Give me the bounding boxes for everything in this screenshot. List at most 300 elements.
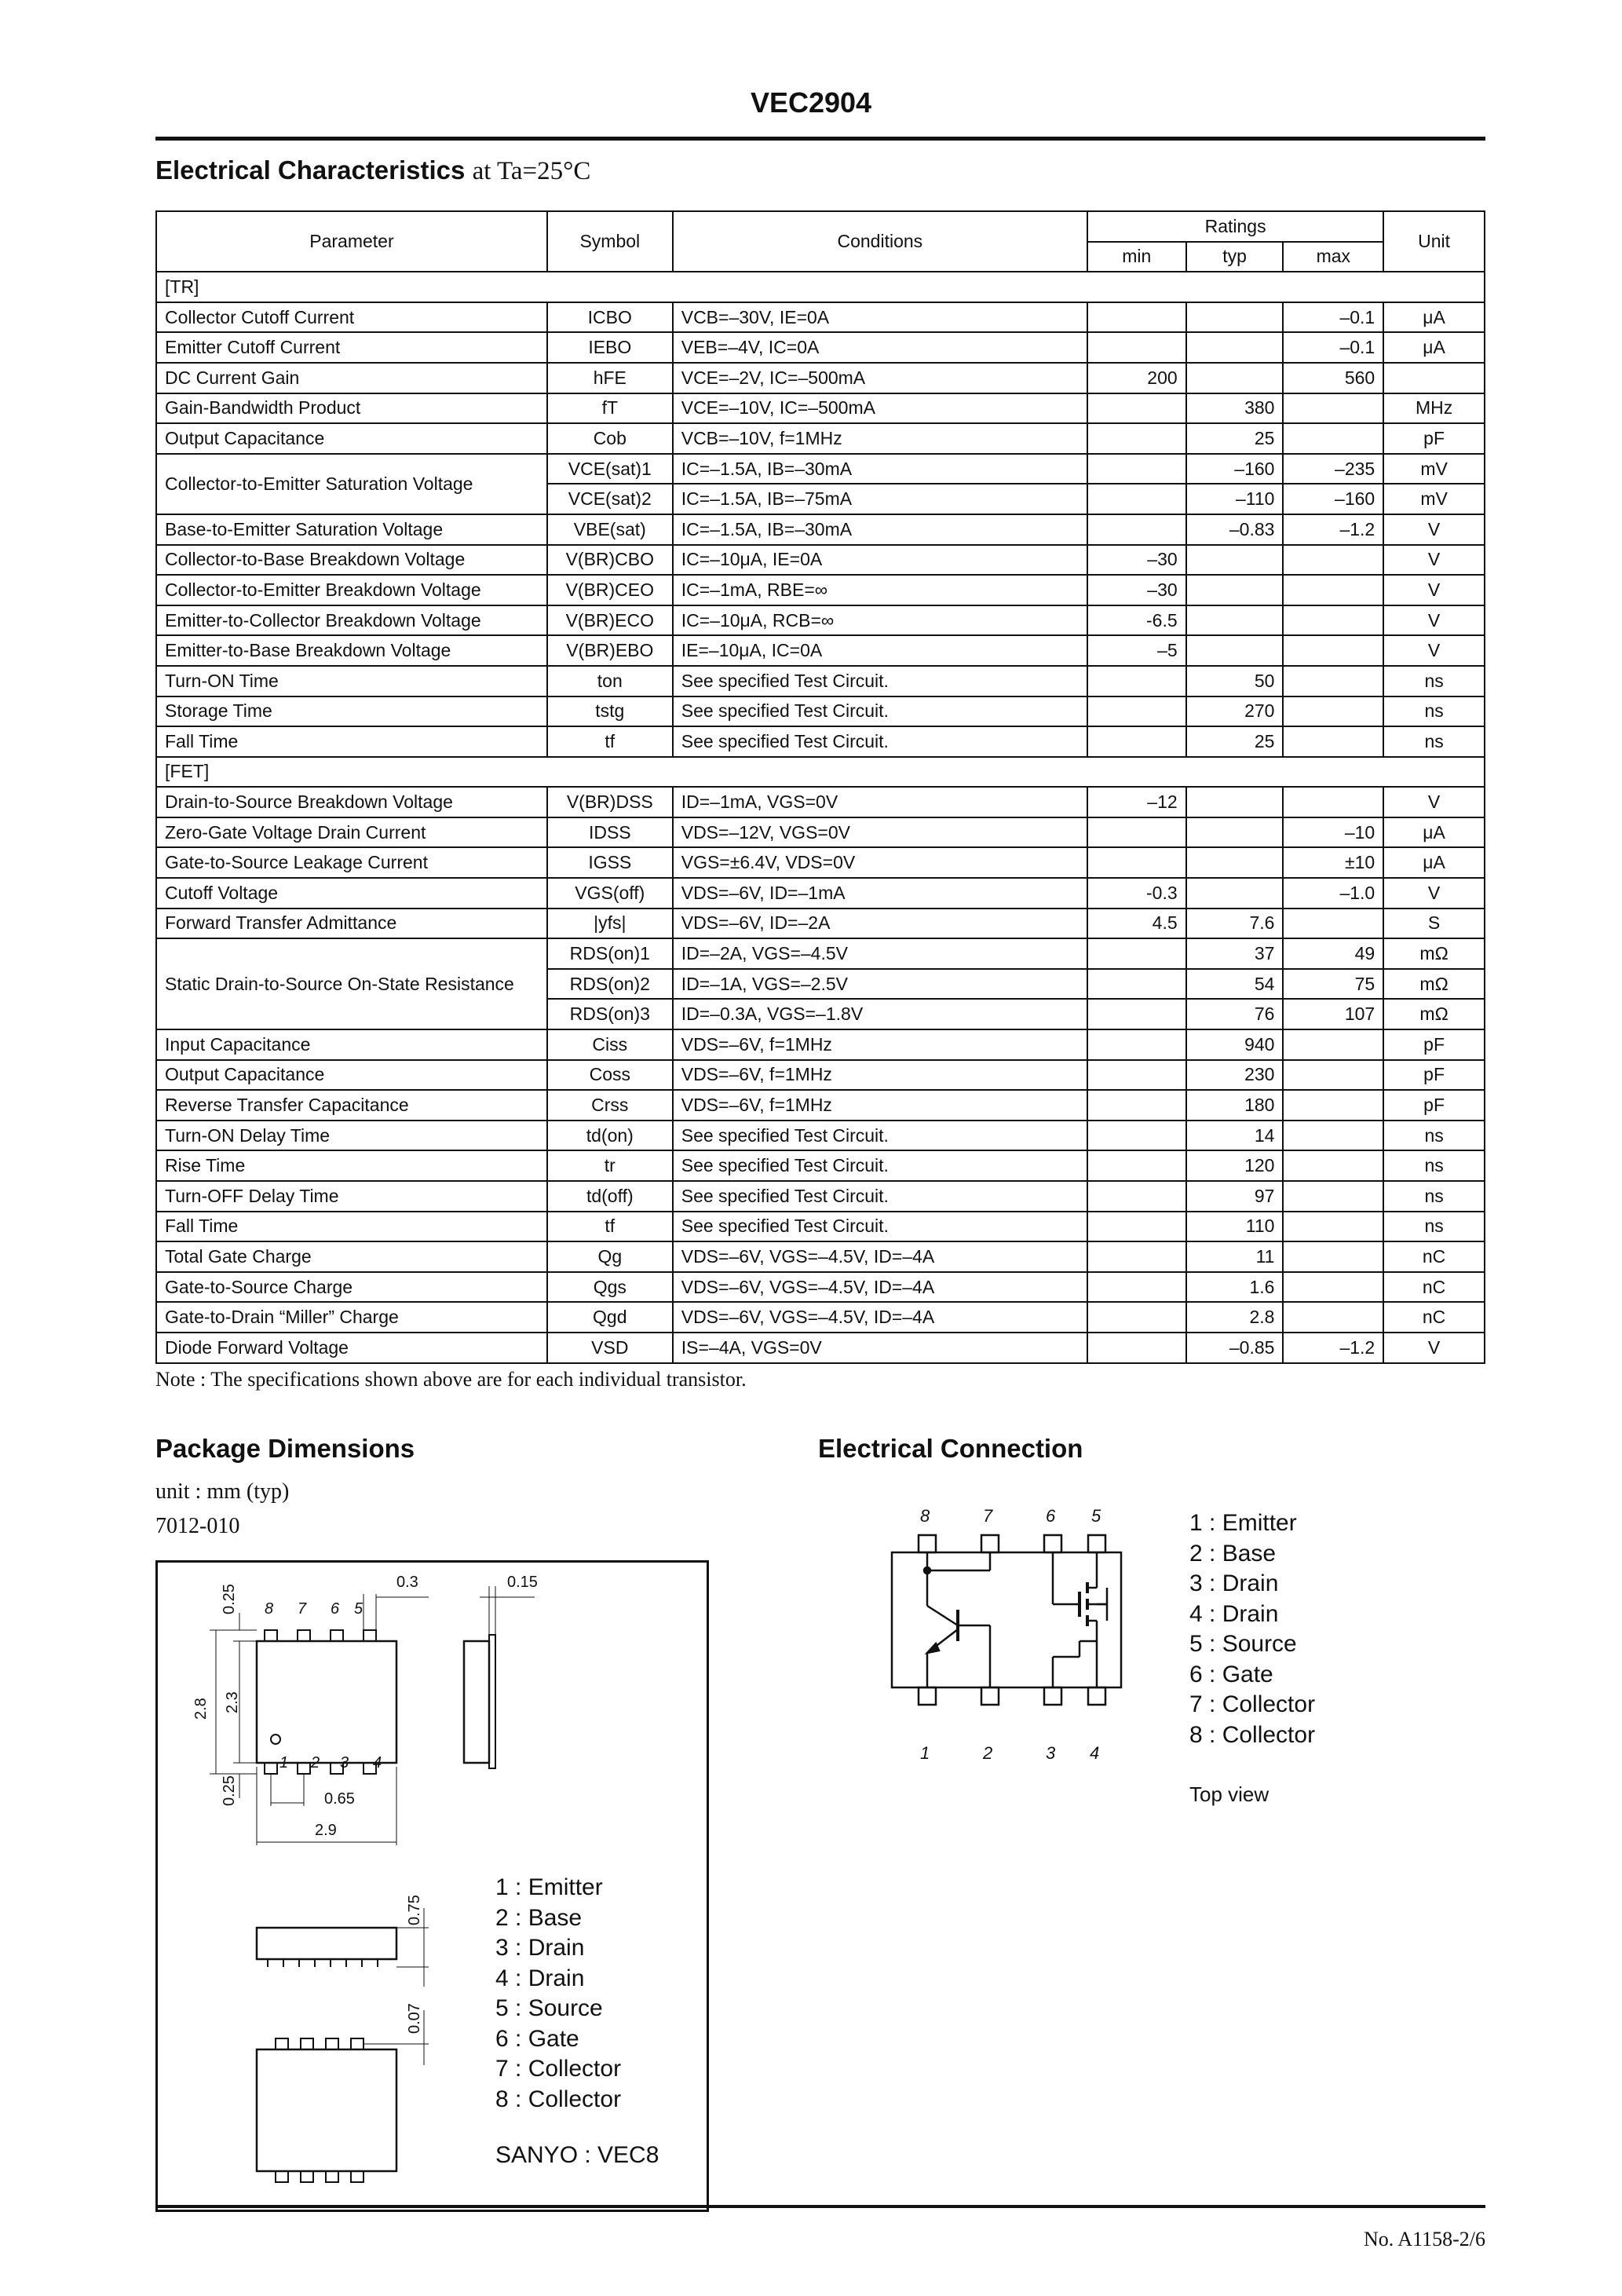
cell-parameter: Gate-to-Source Charge — [156, 1272, 547, 1303]
section-title: Electrical Characteristics — [155, 155, 466, 185]
cell-symbol: VBE(sat) — [547, 514, 673, 545]
cell-max — [1283, 423, 1383, 454]
pin-pad — [981, 1687, 999, 1705]
cell-unit: V — [1383, 878, 1485, 909]
cell-min — [1087, 1241, 1186, 1272]
connection-view-label: Top view — [1189, 1782, 1269, 1806]
cell-typ: 54 — [1186, 969, 1284, 1000]
cell-typ — [1186, 332, 1284, 363]
cell-unit: V — [1383, 1333, 1485, 1363]
header-min: min — [1087, 242, 1186, 272]
table-row — [156, 726, 1485, 757]
cell-min — [1087, 1272, 1186, 1303]
pin-label: 8 : Collector — [495, 2086, 622, 2112]
cell-min — [1087, 969, 1186, 1000]
cell-typ: 7.6 — [1186, 909, 1284, 939]
cell-typ: –0.85 — [1186, 1333, 1284, 1363]
cell-typ: –110 — [1186, 484, 1284, 514]
cell-conditions: VCB=–10V, f=1MHz — [673, 423, 1087, 454]
dim-label: 0.25 — [221, 1584, 238, 1614]
cell-conditions: IC=–1mA, RBE=∞ — [673, 575, 1087, 605]
package-bottom-view — [257, 2049, 396, 2171]
cell-symbol: fT — [547, 393, 673, 424]
dim-label: 0.07 — [406, 2003, 423, 2034]
package-drawing — [158, 1563, 707, 2210]
table-row — [156, 847, 1485, 878]
cell-parameter: Cutoff Voltage — [156, 878, 547, 909]
cell-unit: mΩ — [1383, 969, 1485, 1000]
cell-typ: –0.83 — [1186, 514, 1284, 545]
junction-dot — [924, 1567, 930, 1574]
cell-typ — [1186, 635, 1284, 666]
cell-min: –5 — [1087, 635, 1186, 666]
cell-typ: 1.6 — [1186, 1272, 1284, 1303]
group-row — [156, 272, 1485, 302]
cell-conditions: See specified Test Circuit. — [673, 1181, 1087, 1212]
pin-pad — [919, 1687, 936, 1705]
cell-typ — [1186, 363, 1284, 393]
pin-label: 5 : Source — [1189, 1631, 1297, 1657]
conn-pin-number: 5 — [1091, 1506, 1101, 1526]
cell-max — [1283, 1212, 1383, 1242]
cell-parameter: Gate-to-Drain “Miller” Charge — [156, 1302, 547, 1333]
cell-max — [1283, 1150, 1383, 1181]
cell-typ: 270 — [1186, 696, 1284, 727]
header-max: max — [1283, 242, 1383, 272]
cell-symbol: tf — [547, 726, 673, 757]
table-row — [156, 909, 1485, 939]
cell-min — [1087, 332, 1186, 363]
cell-unit: S — [1383, 909, 1485, 939]
cell-min: 4.5 — [1087, 909, 1186, 939]
cell-typ: 37 — [1186, 938, 1284, 969]
cell-max — [1283, 1090, 1383, 1121]
cell-min — [1087, 817, 1186, 848]
cell-max: 49 — [1283, 938, 1383, 969]
conn-pin-number: 6 — [1046, 1506, 1056, 1526]
cell-symbol: td(on) — [547, 1121, 673, 1151]
cell-symbol: hFE — [547, 363, 673, 393]
cell-symbol: Qgd — [547, 1302, 673, 1333]
pin-pad — [981, 1535, 999, 1552]
pkg-pin-number: 8 — [265, 1600, 274, 1618]
pin-tab — [363, 1630, 376, 1641]
footer-rule — [155, 2205, 1485, 2208]
cell-unit: μA — [1383, 302, 1485, 333]
cell-typ — [1186, 878, 1284, 909]
cell-min — [1087, 1029, 1186, 1060]
cell-conditions: IC=–1.5A, IB=–30mA — [673, 454, 1087, 484]
pkg-pin-number: 1 — [279, 1754, 289, 1771]
cell-conditions: See specified Test Circuit. — [673, 1212, 1087, 1242]
cell-symbol: VCE(sat)1 — [547, 454, 673, 484]
cell-min — [1087, 423, 1186, 454]
cell-parameter: DC Current Gain — [156, 363, 547, 393]
cell-conditions: IC=–1.5A, IB=–30mA — [673, 514, 1087, 545]
group-row — [156, 757, 1485, 788]
connection-diagram — [879, 1504, 1162, 1771]
cell-unit: mV — [1383, 454, 1485, 484]
cell-typ — [1186, 575, 1284, 605]
pkg-pin-number: 4 — [373, 1754, 382, 1771]
table-row — [156, 332, 1485, 363]
pin-tab — [265, 1763, 277, 1774]
cell-parameter: Storage Time — [156, 696, 547, 727]
cell-symbol: tf — [547, 1212, 673, 1242]
conn-pin-number: 7 — [983, 1506, 993, 1526]
cell-conditions: IC=–10μA, IE=0A — [673, 545, 1087, 576]
cell-unit: ns — [1383, 696, 1485, 727]
cell-min — [1087, 1150, 1186, 1181]
pin-pad — [1088, 1535, 1105, 1552]
cell-symbol: Cob — [547, 423, 673, 454]
cell-parameter: Fall Time — [156, 726, 547, 757]
cell-min: 200 — [1087, 363, 1186, 393]
bjt-collector — [927, 1606, 958, 1625]
cell-parameter: Collector-to-Emitter Saturation Voltage — [156, 454, 547, 514]
cell-unit: V — [1383, 545, 1485, 576]
cell-parameter: Emitter-to-Base Breakdown Voltage — [156, 635, 547, 666]
cell-parameter: Base-to-Emitter Saturation Voltage — [156, 514, 547, 545]
document-number: No. A1158-2/6 — [1363, 2228, 1485, 2250]
table-note: Note : The specifications shown above are for each individual transistor. — [155, 1368, 747, 1391]
cell-parameter: Drain-to-Source Breakdown Voltage — [156, 787, 547, 817]
cell-unit: μA — [1383, 817, 1485, 848]
package-unit: unit : mm (typ) — [155, 1479, 290, 1504]
cell-unit: V — [1383, 605, 1485, 636]
cell-symbol: Coss — [547, 1060, 673, 1091]
dim-label: 0.25 — [221, 1775, 238, 1806]
pin-label: 4 : Drain — [495, 1965, 585, 1991]
cell-conditions: VGS=±6.4V, VDS=0V — [673, 847, 1087, 878]
cell-max — [1283, 393, 1383, 424]
group-label: [FET] — [156, 757, 1485, 788]
cell-max — [1283, 1029, 1383, 1060]
table-row — [156, 635, 1485, 666]
cell-unit: V — [1383, 635, 1485, 666]
cell-max: –0.1 — [1283, 332, 1383, 363]
cell-max — [1283, 696, 1383, 727]
table-row — [156, 454, 1485, 484]
header-parameter: Parameter — [156, 211, 547, 272]
cell-conditions: VCB=–30V, IE=0A — [673, 302, 1087, 333]
cell-typ: 2.8 — [1186, 1302, 1284, 1333]
cell-max — [1283, 635, 1383, 666]
table-row — [156, 1090, 1485, 1121]
cell-parameter: Fall Time — [156, 1212, 547, 1242]
cell-unit: pF — [1383, 423, 1485, 454]
cell-symbol: tr — [547, 1150, 673, 1181]
cell-unit: pF — [1383, 1029, 1485, 1060]
cell-conditions: VDS=–12V, VGS=0V — [673, 817, 1087, 848]
cell-min — [1087, 938, 1186, 969]
cell-unit: V — [1383, 787, 1485, 817]
cell-typ — [1186, 545, 1284, 576]
cell-typ: 76 — [1186, 999, 1284, 1029]
table-row — [156, 1121, 1485, 1151]
cell-max — [1283, 666, 1383, 696]
cell-min — [1087, 726, 1186, 757]
pin-label: 3 : Drain — [495, 1935, 585, 1961]
group-label: [TR] — [156, 272, 1485, 302]
cell-typ: 230 — [1186, 1060, 1284, 1091]
package-maker: SANYO : VEC8 — [495, 2142, 659, 2168]
pkg-pin-number: 6 — [331, 1600, 340, 1618]
cell-unit: ns — [1383, 1150, 1485, 1181]
package-drawing-box — [155, 1560, 709, 2212]
table-row — [156, 1212, 1485, 1242]
cell-symbol: ton — [547, 666, 673, 696]
pkg-pin-number: 5 — [354, 1600, 363, 1618]
cell-unit: MHz — [1383, 393, 1485, 424]
table-row — [156, 575, 1485, 605]
pin-label: 6 : Gate — [1189, 1661, 1273, 1687]
cell-parameter: Forward Transfer Admittance — [156, 909, 547, 939]
cell-typ: 25 — [1186, 726, 1284, 757]
header-conditions: Conditions — [673, 211, 1087, 272]
cell-conditions: See specified Test Circuit. — [673, 696, 1087, 727]
pkg-pin-number: 2 — [311, 1754, 320, 1771]
package-pin-list — [495, 1873, 621, 2115]
cell-parameter: Zero-Gate Voltage Drain Current — [156, 817, 547, 848]
pin-tab — [265, 1630, 277, 1641]
table-row — [156, 605, 1485, 636]
cell-max: –160 — [1283, 484, 1383, 514]
dim-label: 0.65 — [324, 1790, 355, 1808]
spec-table — [155, 210, 1485, 1364]
cell-max — [1283, 605, 1383, 636]
header-typ: typ — [1186, 242, 1284, 272]
cell-min — [1087, 1121, 1186, 1151]
cell-min — [1087, 847, 1186, 878]
cell-min — [1087, 1302, 1186, 1333]
cell-symbol: ICBO — [547, 302, 673, 333]
cell-unit: mΩ — [1383, 999, 1485, 1029]
connection-pin-list — [1189, 1508, 1315, 1750]
cell-min: –30 — [1087, 575, 1186, 605]
header-symbol: Symbol — [547, 211, 673, 272]
cell-typ: 180 — [1186, 1090, 1284, 1121]
cell-symbol: Crss — [547, 1090, 673, 1121]
cell-parameter: Output Capacitance — [156, 423, 547, 454]
dim-label: 2.3 — [224, 1691, 241, 1713]
package-end-view — [257, 1928, 396, 1959]
table-row — [156, 1150, 1485, 1181]
cell-parameter: Emitter Cutoff Current — [156, 332, 547, 363]
bjt-arrow — [927, 1643, 939, 1653]
cell-typ: 120 — [1186, 1150, 1284, 1181]
cell-min — [1087, 1090, 1186, 1121]
cell-min — [1087, 514, 1186, 545]
cell-max — [1283, 1241, 1383, 1272]
cell-parameter: Collector-to-Base Breakdown Voltage — [156, 545, 547, 576]
cell-parameter: Turn-ON Time — [156, 666, 547, 696]
cell-max — [1283, 726, 1383, 757]
dim-label: 0.15 — [507, 1574, 538, 1591]
pin-label: 7 : Collector — [1189, 1691, 1316, 1717]
cell-conditions: VDS=–6V, f=1MHz — [673, 1029, 1087, 1060]
table-row — [156, 1272, 1485, 1303]
cell-min: -0.3 — [1087, 878, 1186, 909]
cell-min: –30 — [1087, 545, 1186, 576]
cell-conditions: IC=–1.5A, IB=–75mA — [673, 484, 1087, 514]
cell-parameter: Collector-to-Emitter Breakdown Voltage — [156, 575, 547, 605]
cell-unit: pF — [1383, 1060, 1485, 1091]
cell-max — [1283, 1181, 1383, 1212]
cell-parameter: Output Capacitance — [156, 1060, 547, 1091]
pin-label: 5 : Source — [495, 1995, 603, 2021]
cell-symbol: V(BR)ECO — [547, 605, 673, 636]
header-ratings: Ratings — [1087, 211, 1383, 242]
table-row — [156, 423, 1485, 454]
pin-tab — [331, 1630, 343, 1641]
cell-typ: 11 — [1186, 1241, 1284, 1272]
cell-unit: V — [1383, 575, 1485, 605]
cell-conditions: IC=–10μA, RCB=∞ — [673, 605, 1087, 636]
page-title: VEC2904 — [750, 86, 872, 119]
dim-label: 2.8 — [192, 1698, 210, 1720]
cell-max — [1283, 787, 1383, 817]
cell-conditions: VEB=–4V, IC=0A — [673, 332, 1087, 363]
table-row — [156, 1241, 1485, 1272]
package-dimensions-title: Package Dimensions — [155, 1434, 415, 1463]
cell-parameter: Rise Time — [156, 1150, 547, 1181]
pin-pad — [1044, 1535, 1061, 1552]
section-condition: at Ta=25°C — [472, 157, 591, 185]
cell-conditions: ID=–0.3A, VGS=–1.8V — [673, 999, 1087, 1029]
conn-pin-number: 4 — [1090, 1743, 1100, 1763]
cell-min — [1087, 1060, 1186, 1091]
cell-typ: 25 — [1186, 423, 1284, 454]
conn-pin-number: 8 — [920, 1506, 930, 1526]
cell-conditions: See specified Test Circuit. — [673, 1121, 1087, 1151]
pin-label: 6 : Gate — [495, 2025, 579, 2052]
cell-max — [1283, 575, 1383, 605]
cell-unit: ns — [1383, 1212, 1485, 1242]
pin-label: 2 : Base — [495, 1904, 583, 1931]
cell-parameter: Gain-Bandwidth Product — [156, 393, 547, 424]
table-row — [156, 1060, 1485, 1091]
cell-unit: nC — [1383, 1272, 1485, 1303]
header-unit: Unit — [1383, 211, 1485, 272]
cell-max: –0.1 — [1283, 302, 1383, 333]
dim-label: 0.3 — [396, 1574, 418, 1591]
pin-label: 7 : Collector — [495, 2056, 622, 2082]
conn-pin-number: 3 — [1046, 1743, 1056, 1763]
pin-tab — [298, 1630, 310, 1641]
cell-min: -6.5 — [1087, 605, 1186, 636]
cell-symbol: Qgs — [547, 1272, 673, 1303]
pin-label: 2 : Base — [1189, 1540, 1277, 1567]
cell-conditions: VCE=–10V, IC=–500mA — [673, 393, 1087, 424]
cell-min — [1087, 454, 1186, 484]
cell-conditions: VCE=–2V, IC=–500mA — [673, 363, 1087, 393]
cell-conditions: VDS=–6V, ID=–2A — [673, 909, 1087, 939]
cell-max: ±10 — [1283, 847, 1383, 878]
package-body-top-view — [257, 1641, 396, 1763]
cell-parameter: Total Gate Charge — [156, 1241, 547, 1272]
pin-label: 4 : Drain — [1189, 1600, 1279, 1627]
cell-min — [1087, 999, 1186, 1029]
cell-conditions: VDS=–6V, VGS=–4.5V, ID=–4A — [673, 1241, 1087, 1272]
cell-unit: nC — [1383, 1241, 1485, 1272]
cell-unit: ns — [1383, 726, 1485, 757]
table-row — [156, 1181, 1485, 1212]
cell-unit: pF — [1383, 1090, 1485, 1121]
table-row — [156, 1302, 1485, 1333]
pin-label: 1 : Emitter — [495, 1874, 603, 1900]
table-row — [156, 787, 1485, 817]
cell-conditions: See specified Test Circuit. — [673, 726, 1087, 757]
cell-unit: V — [1383, 514, 1485, 545]
cell-max: –1.0 — [1283, 878, 1383, 909]
cell-max — [1283, 909, 1383, 939]
cell-conditions: IE=–10μA, IC=0A — [673, 635, 1087, 666]
cell-max: –1.2 — [1283, 514, 1383, 545]
table-row — [156, 393, 1485, 424]
cell-typ — [1186, 787, 1284, 817]
cell-typ: 50 — [1186, 666, 1284, 696]
cell-symbol: V(BR)DSS — [547, 787, 673, 817]
table-row — [156, 1333, 1485, 1363]
cell-max — [1283, 545, 1383, 576]
table-row — [156, 514, 1485, 545]
table-row — [156, 363, 1485, 393]
cell-conditions: ID=–1A, VGS=–2.5V — [673, 969, 1087, 1000]
cell-symbol: RDS(on)1 — [547, 938, 673, 969]
dim-label: 2.9 — [315, 1822, 337, 1839]
cell-min: –12 — [1087, 787, 1186, 817]
pkg-pin-number: 3 — [340, 1754, 349, 1771]
cell-typ — [1186, 847, 1284, 878]
electrical-characteristics-title — [155, 155, 590, 186]
cell-conditions: See specified Test Circuit. — [673, 1150, 1087, 1181]
pin1-marker — [271, 1735, 280, 1744]
pkg-pin-number: 7 — [298, 1600, 307, 1618]
cell-symbol: IDSS — [547, 817, 673, 848]
cell-min — [1087, 666, 1186, 696]
cell-unit: mV — [1383, 484, 1485, 514]
cell-max — [1283, 1060, 1383, 1091]
cell-min — [1087, 1181, 1186, 1212]
cell-symbol: |yfs| — [547, 909, 673, 939]
cell-parameter: Emitter-to-Collector Breakdown Voltage — [156, 605, 547, 636]
cell-conditions: ID=–2A, VGS=–4.5V — [673, 938, 1087, 969]
cell-conditions: ID=–1mA, VGS=0V — [673, 787, 1087, 817]
cell-unit — [1383, 363, 1485, 393]
cell-symbol: VCE(sat)2 — [547, 484, 673, 514]
cell-parameter: Static Drain-to-Source On-State Resistance — [156, 938, 547, 1029]
table-row — [156, 1029, 1485, 1060]
cell-conditions: IS=–4A, VGS=0V — [673, 1333, 1087, 1363]
cell-symbol: VGS(off) — [547, 878, 673, 909]
cell-typ: 380 — [1186, 393, 1284, 424]
cell-typ: 110 — [1186, 1212, 1284, 1242]
cell-max — [1283, 1272, 1383, 1303]
cell-typ — [1186, 302, 1284, 333]
cell-unit: μA — [1383, 332, 1485, 363]
cell-parameter: Diode Forward Voltage — [156, 1333, 547, 1363]
cell-min — [1087, 484, 1186, 514]
cell-typ: 940 — [1186, 1029, 1284, 1060]
cell-parameter: Input Capacitance — [156, 1029, 547, 1060]
cell-unit: mΩ — [1383, 938, 1485, 969]
table-row — [156, 696, 1485, 727]
cell-symbol: td(off) — [547, 1181, 673, 1212]
cell-typ: 97 — [1186, 1181, 1284, 1212]
cell-max: 75 — [1283, 969, 1383, 1000]
cell-min — [1087, 302, 1186, 333]
